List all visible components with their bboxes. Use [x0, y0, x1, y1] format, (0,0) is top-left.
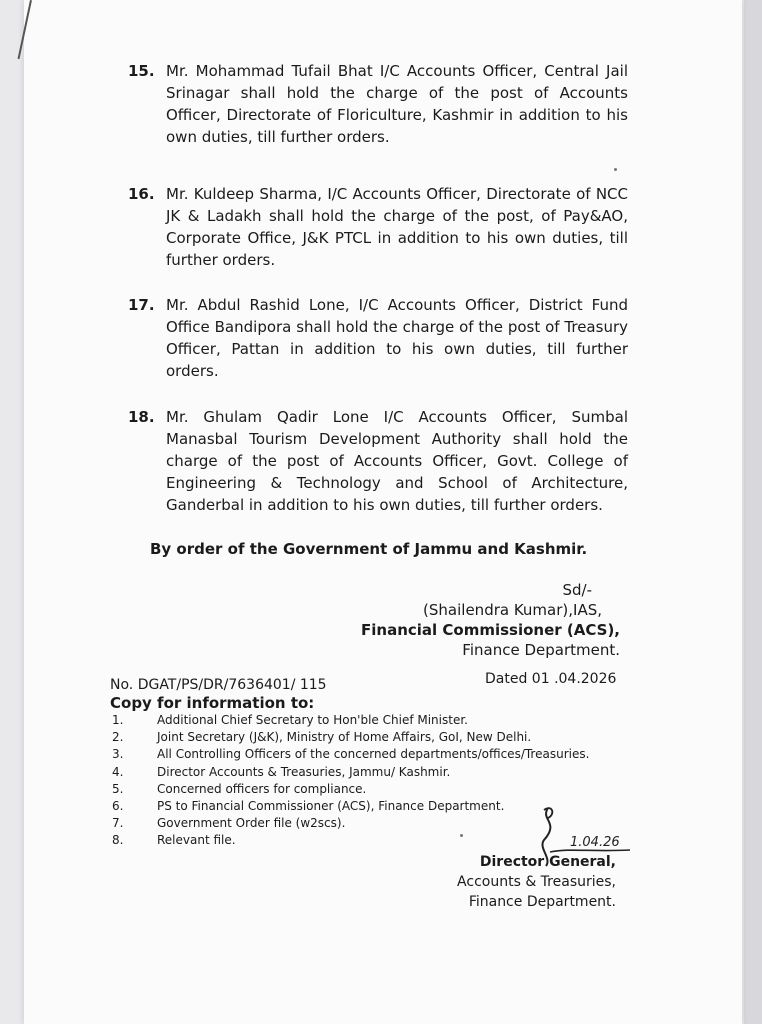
order-line: By order of the Government of Jammu and Kashmir. [150, 540, 588, 558]
item-text: Mr. Kuldeep Sharma, I/C Accounts Officer, Directorate of NCC JK & Ladakh shall hold the charge of the post, of Pay&AO, Corporate Office, J&K PTCL in addition to his own duties, till further orders. [166, 185, 628, 269]
ink-dot [460, 834, 463, 837]
list-item: 2. Joint Secretary (J&K), Ministry of Home Affairs, GoI, New Delhi. [112, 730, 532, 745]
list-item: 7. Government Order file (w2scs). [112, 816, 346, 831]
director-title: Director General, [479, 854, 616, 870]
order-item-15 [128, 60, 628, 148]
list-item: 5. Concerned officers for compliance. [112, 781, 367, 796]
director-line3: Finance Department. [468, 894, 616, 910]
list-item: 6. PS to Financial Commissioner (ACS), Finance Department. [112, 799, 505, 814]
list-item: 3. All Controlling Officers of the concerned departments/offices/Treasuries. [112, 747, 590, 762]
reference-number: No. DGAT/PS/DR/7636401/ 115 [110, 677, 327, 693]
director-line2: Accounts & Treasuries, [457, 874, 616, 890]
background-edge [744, 0, 762, 1024]
signatory-name: (Shailendra Kumar),IAS, [423, 601, 602, 619]
item-text: Mr. Mohammad Tufail Bhat I/C Accounts Officer, Central Jail Srinagar shall hold the charge of the post of Accounts Officer, Directorate of Floriculture, Kashmir in addition to his own duties, till further orders. [166, 62, 628, 146]
signatory-department: Finance Department. [462, 641, 620, 659]
order-item-17 [128, 294, 628, 382]
item-text: Mr. Ghulam Qadir Lone I/C Accounts Officer, Sumbal Manasbal Tourism Development Authority shall hold the charge of the post of Accounts Officer, Govt. College of Engineering & Technology and School of Architecture, Ganderbal in addition to his own duties, till further orders. [166, 408, 628, 514]
item-number: 17. [128, 296, 155, 314]
list-item: 8. Relevant file. [112, 833, 236, 848]
copy-title: Copy for information to: [110, 694, 315, 712]
order-item-16 [128, 183, 628, 271]
signatory-designation: Financial Commissioner (ACS), [361, 621, 620, 639]
order-item-18 [128, 406, 628, 516]
list-item: 1. Additional Chief Secretary to Hon'ble Chief Minister. [112, 713, 468, 727]
item-number: 15. [128, 62, 155, 80]
dated-line: Dated 01 .04.2026 [485, 671, 617, 687]
ink-dot [614, 168, 617, 171]
list-item: 4. Director Accounts & Treasuries, Jammu/ Kashmir. [112, 764, 451, 779]
signature-date: 1.04.26 [570, 835, 620, 850]
item-number: 18. [128, 408, 155, 426]
item-number: 16. [128, 185, 155, 203]
director-block [457, 852, 616, 912]
sd-mark: Sd/- [562, 581, 592, 599]
item-text: Mr. Abdul Rashid Lone, I/C Accounts Officer, District Fund Office Bandipora shall hold the charge of the post of Treasury Officer, Pattan in addition to his own duties, till further orders. [166, 296, 628, 380]
